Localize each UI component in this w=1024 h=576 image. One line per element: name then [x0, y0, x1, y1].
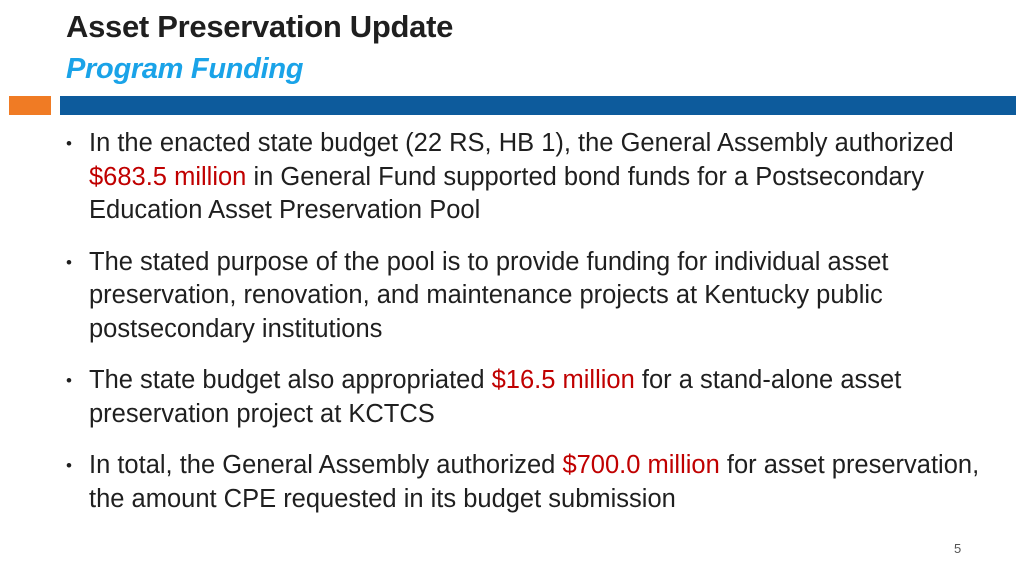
bullet-text: The state budget also appropriated [89, 366, 492, 394]
amount-highlight: $700.0 million [562, 451, 720, 479]
slide-title: Asset Preservation Update [66, 9, 454, 44]
accent-bar-blue [60, 96, 1016, 115]
bullet-text: In the enacted state budget (22 RS, HB 1), the General Assembly authorized [89, 129, 954, 157]
bullet-text: The stated purpose of the pool is to provide funding for individual asset preservation, renovation, and maintenance projects at Kentucky public postsecondary institutions [89, 247, 889, 343]
accent-bar-orange [9, 96, 51, 115]
amount-highlight: $16.5 million [491, 366, 635, 394]
bullet-dot-icon: • [66, 456, 72, 475]
bullet-item-total [66, 449, 986, 516]
bullet-dot-icon: • [66, 371, 72, 390]
bullet-item-purpose [66, 246, 986, 347]
page-number: 5 [954, 541, 962, 556]
bullet-dot-icon: • [66, 252, 72, 272]
amount-highlight: $683.5 million [89, 162, 247, 191]
bullet-dot-icon: • [66, 134, 72, 153]
bullet-item-kctcs [66, 364, 986, 431]
bullet-text: in General Fund supported bond funds for a Postsecondary Education Asset Preservation Pool [89, 162, 924, 224]
bullet-item-budget [66, 127, 986, 228]
bullet-text: In total, the General Assembly authorized [89, 451, 563, 479]
bullet-text: for asset preservation, the amount CPE requested in its budget submission [89, 451, 980, 513]
bullet-list [66, 127, 986, 534]
slide-subtitle: Program Funding [66, 53, 304, 85]
bullet-text: for a stand-alone asset preservation project at KCTCS [89, 366, 902, 428]
